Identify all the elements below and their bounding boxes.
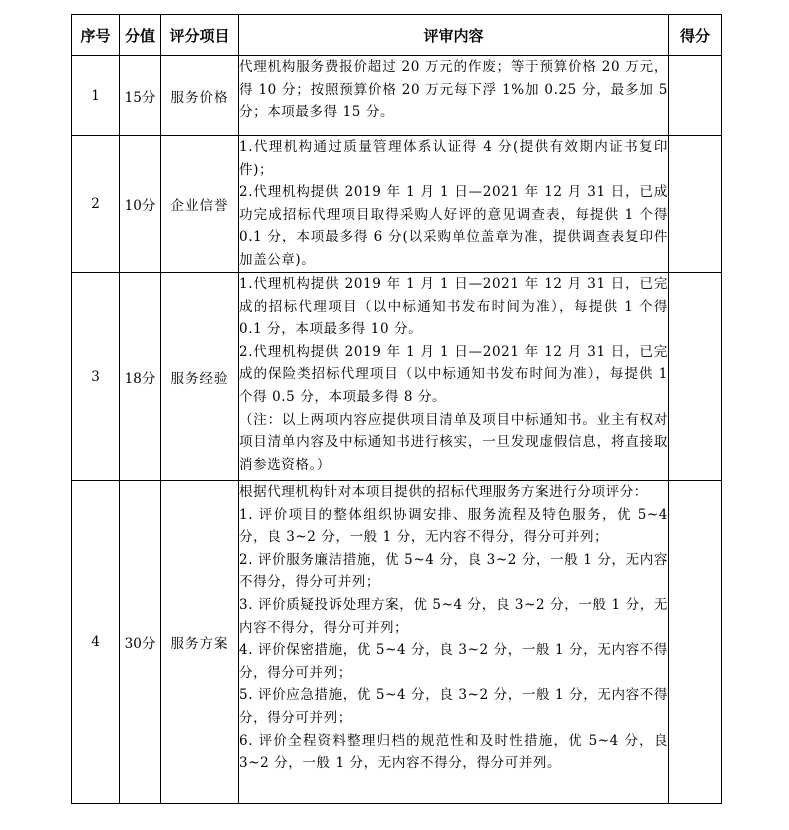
content-paragraph: 2.代理机构提供 2019 年 1 月 1 日—2021 年 12 月 31 日，已成功完成招标代理项目取得采购人好评的意见调查表，每提供 1 个得 0.1 分，本项最多得 6 分(以采购单位盖章为准，提供调查表复印件加盖公章)。: [239, 184, 668, 268]
content-paragraph: 代理机构服务费报价超过 20 万元的作废；等于预算价格 20 万元，得 10 分；按照预算价格 20 万元每下浮 1%加 0.25 分，最多加 5 分；本项最多得 15 分。: [239, 59, 668, 121]
content-paragraph: 根据代理机构针对本项目提供的招标代理服务方案进行分项评分：: [239, 484, 648, 500]
row-points: 30分: [120, 481, 161, 804]
table-header-row: [72, 15, 722, 56]
content-paragraph: 4. 评价保密措施，优 5~4 分，良 3~2 分，一般 1 分，无内容不得分，得分可并列；: [239, 642, 668, 681]
content-paragraph: 2.代理机构提供 2019 年 1 月 1 日—2021 年 12 月 31 日，已完成的保险类招标代理项目（以中标通知书发布时间为准），每提供 1 个得 0.5 分，本项最多得 8 分。: [239, 343, 668, 405]
content-paragraph: 3. 评价质疑投诉处理方案，优 5~4 分，良 3~2 分，一般 1 分，无内容不得分，得分可并列；: [239, 596, 668, 636]
row-item: 企业信誉: [161, 136, 239, 273]
row-score-cell: [669, 481, 722, 804]
content-paragraph: 1.代理机构提供 2019 年 1 月 1 日—2021 年 12 月 31 日，已完成的招标代理项目（以中标通知书发布时间为准），每提供 1 个得 0.1 分，本项最多得 10 分。: [239, 276, 668, 338]
header-serial-number: 序号: [72, 15, 120, 56]
row-content: [239, 56, 669, 136]
row-content: [239, 136, 669, 273]
content-paragraph: 5. 评价应急措施，优 5~4 分，良 3~2 分，一般 1 分，无内容不得分，得分可并列；: [239, 687, 668, 726]
row-number: 2: [72, 136, 120, 273]
row-number: 4: [72, 481, 120, 804]
row-points: 15分: [120, 56, 161, 136]
row-item: 服务经验: [161, 273, 239, 481]
table-row: [72, 56, 722, 136]
scoring-table: [71, 14, 722, 804]
table-row: [72, 481, 722, 804]
row-score-cell: [669, 56, 722, 136]
header-score: 得分: [669, 15, 722, 56]
content-paragraph: 1.代理机构通过质量管理体系认证得 4 分(提供有效期内证书复印件)；: [239, 139, 668, 178]
table-row: [72, 136, 722, 273]
row-score-cell: [669, 273, 722, 481]
row-item: 服务价格: [161, 56, 239, 136]
content-paragraph: 6. 评价全程资料整理归档的规范性和及时性措施，优 5~4 分，良 3~2 分，一般 1 分，无内容不得分，得分可并列。: [239, 732, 668, 772]
table-row: [72, 273, 722, 481]
row-score-cell: [669, 136, 722, 273]
header-points: 分值: [120, 15, 161, 56]
row-content: [239, 273, 669, 481]
header-review-content: 评审内容: [239, 15, 669, 56]
content-paragraph: （注：以上两项内容应提供项目清单及项目中标通知书。业主有权对项目清单内容及中标通知书进行核实，一旦发现虚假信息，将直接取消参选资格。）: [239, 411, 668, 473]
row-points: 18分: [120, 273, 161, 481]
row-points: 10分: [120, 136, 161, 273]
row-item: 服务方案: [161, 481, 239, 804]
content-paragraph: 1. 评价项目的整体组织协调安排、服务流程及特色服务，优 5~4 分，良 3~2 分，一般 1 分，无内容不得分，得分可并列；: [239, 506, 668, 546]
content-paragraph: 2. 评价服务廉洁措施，优 5~4 分，良 3~2 分，一般 1 分，无内容不得分，得分可并列；: [239, 551, 668, 591]
header-scoring-item: 评分项目: [161, 15, 239, 56]
row-content: [239, 481, 669, 804]
row-number: 3: [72, 273, 120, 481]
row-number: 1: [72, 56, 120, 136]
